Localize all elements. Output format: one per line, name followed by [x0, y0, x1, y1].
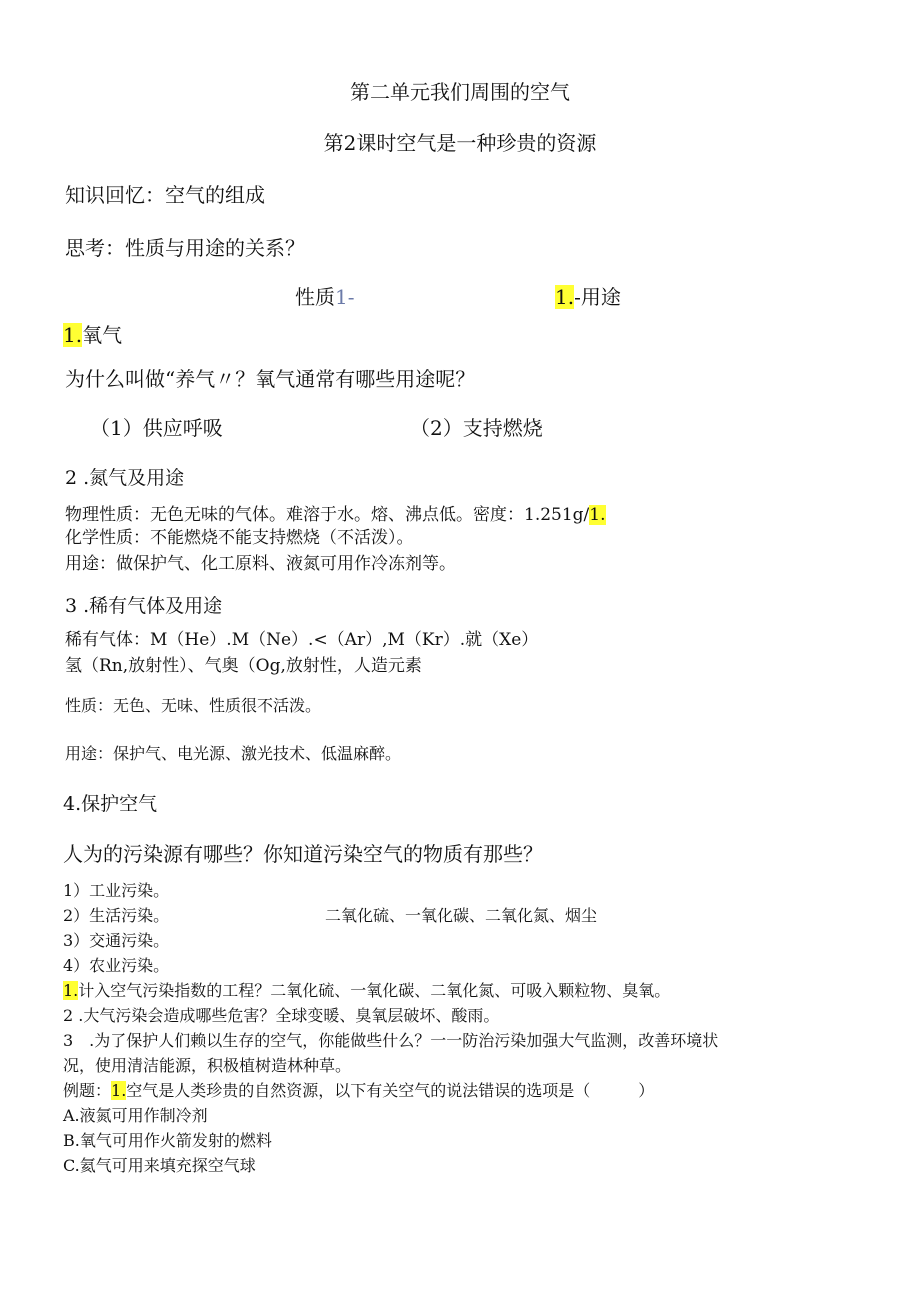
noble-line-1: 稀有气体：M（He）.M（Ne）.<（Ar）,M（Kr）.就（Xe）: [65, 630, 539, 650]
relation-left-text: 性质: [295, 285, 335, 309]
example-stem: [63, 1081, 654, 1100]
nitrogen-physical: [65, 505, 606, 525]
oxygen-heading-text: 氧气: [82, 323, 123, 347]
example-stem-text: 空气是人类珍贵的自然资源，以下有关空气的说法错误的选项是（ ）: [126, 1081, 655, 1100]
relation-right: [555, 285, 621, 309]
relation-right-text: -用途: [574, 285, 621, 309]
example-option-c: C.氦气可用来填充探空气球: [63, 1156, 256, 1175]
question-1: [63, 981, 670, 1000]
example-option-a: A.液氮可用作制冷剂: [63, 1106, 208, 1125]
oxygen-question: 为什么叫做“养气〃？氧气通常有哪些用途呢？: [65, 367, 476, 391]
source-item-1: 1）工业污染。: [63, 881, 170, 900]
nitrogen-uses: 用途：做保护气、化工原料、液氮可用作冷冻剂等。: [65, 554, 456, 574]
example-mark: 1.: [111, 1081, 127, 1100]
nitrogen-physical-mark: 1.: [589, 505, 606, 525]
think-line: 思考：性质与用途的关系？: [65, 236, 305, 260]
nitrogen-heading: 2 .氮气及用途: [65, 467, 185, 489]
oxygen-use-1: （1）供应呼吸: [90, 416, 223, 440]
noble-line-2: 氢（Rn,放射性）、气奥（Og,放射性，人造元素: [65, 656, 422, 676]
relation-right-mark: 1.: [555, 285, 575, 309]
question-1-mark: 1.: [63, 981, 79, 1000]
protect-question: 人为的污染源有哪些？你知道污染空气的物质有那些？: [63, 842, 543, 866]
source-item-4: 4）农业污染。: [63, 956, 170, 975]
relation-left-suffix: 1-: [335, 285, 355, 309]
noble-heading: 3 .稀有气体及用途: [65, 595, 223, 617]
question-1-text: 计入空气污染指数的工程？二氧化硫、一氧化碳、二氧化氮、可吸入颗粒物、臭氧。: [78, 981, 671, 1000]
pollutants-list: 二氧化硫、一氧化碳、二氧化氮、烟尘: [325, 906, 598, 925]
source-item-3: 3）交通污染。: [63, 931, 170, 950]
oxygen-number: 1.: [63, 323, 83, 347]
example-prefix: 例题：: [63, 1081, 112, 1100]
noble-properties: 性质：无色、无味、性质很不活泼。: [65, 696, 322, 715]
nitrogen-chemical: 化学性质：不能燃烧不能支持燃烧（不活泼）。: [65, 528, 414, 548]
relation-left: [295, 285, 354, 309]
source-item-2: 2）生活污染。: [63, 906, 170, 925]
question-3-line-2: 况，使用清洁能源，积极植树造林种草。: [63, 1056, 352, 1075]
oxygen-heading: [63, 323, 122, 347]
oxygen-use-2: （2）支持燃烧: [410, 416, 543, 440]
noble-uses: 用途：保护气、电光源、激光技术、低温麻醉。: [65, 744, 402, 763]
question-3-line-1: 3 .为了保护人们赖以生存的空气，你能做些什么？一一防治污染加强大气监测，改善环境状: [63, 1031, 719, 1050]
recall-line: 知识回忆：空气的组成: [65, 183, 265, 207]
question-2: 2 .大气污染会造成哪些危害？全球变暖、臭氧层破坏、酸雨。: [63, 1006, 500, 1025]
unit-title: 第二单元我们周围的空气: [350, 80, 570, 104]
nitrogen-physical-text: 物理性质：无色无味的气体。难溶于水。熔、沸点低。密度：1.251g/: [65, 505, 590, 525]
lesson-title: 第2课时空气是一种珍贵的资源: [323, 131, 597, 155]
protect-heading: 4.保护空气: [63, 793, 158, 815]
example-option-b: B.氧气可用作火箭发射的燃料: [63, 1131, 272, 1150]
